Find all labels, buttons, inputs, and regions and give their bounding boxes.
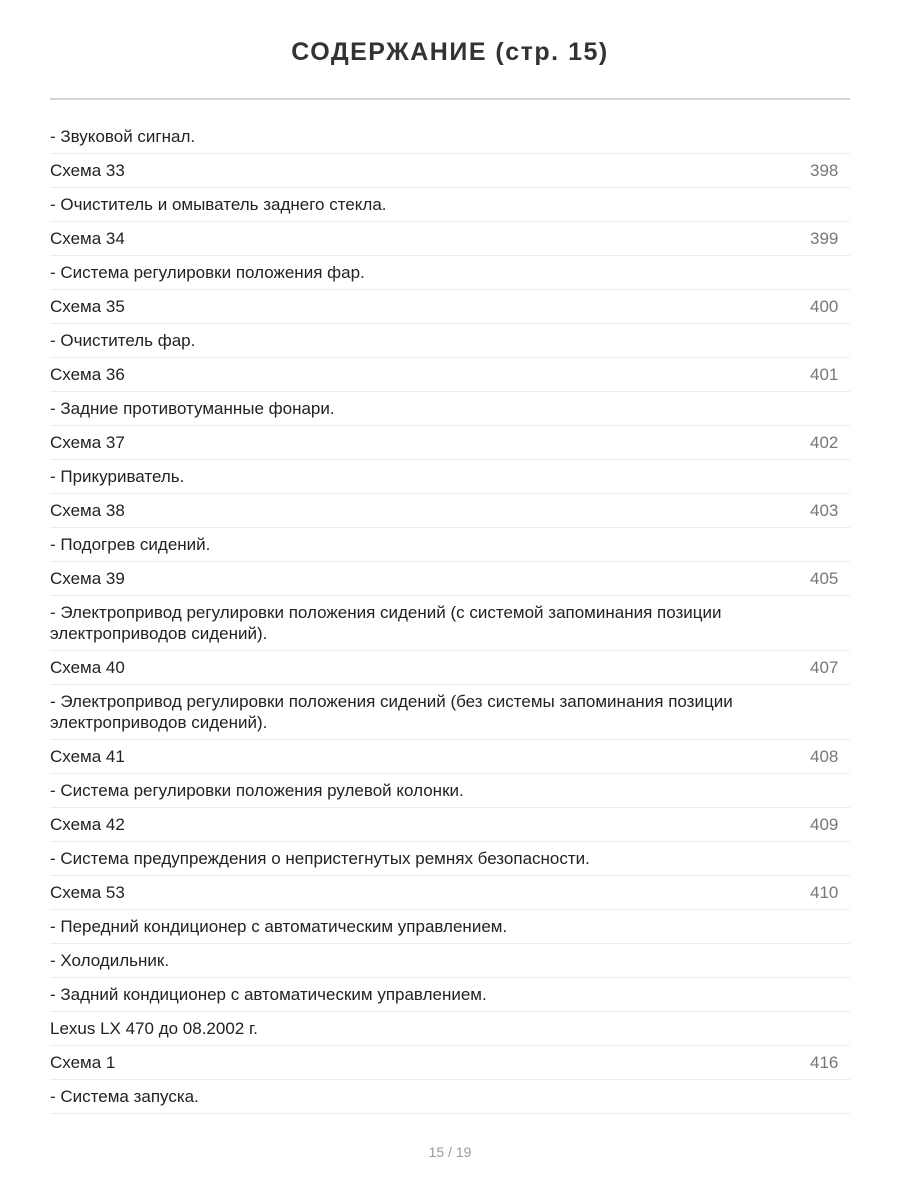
- toc-entry-page: 398: [810, 161, 839, 180]
- toc-row: [50, 256, 850, 290]
- toc-entry-page: 408: [810, 747, 839, 766]
- toc-entry-page: 409: [810, 815, 839, 834]
- toc-row: [50, 1080, 850, 1114]
- toc-row: [50, 1046, 850, 1080]
- toc-entry-label: - Система предупреждения о непристегнутых ремнях безопасности.: [50, 849, 590, 868]
- toc-row: [50, 392, 850, 426]
- toc-row: [50, 910, 850, 944]
- toc-row: [50, 1012, 850, 1046]
- toc-entry-label: Схема 34: [50, 229, 125, 248]
- toc-row: [50, 740, 850, 774]
- toc-row: [50, 596, 850, 651]
- toc-entry-label: - Система регулировки положения фар.: [50, 263, 365, 282]
- toc-row: [50, 651, 850, 685]
- toc-row: [50, 426, 850, 460]
- toc-row: [50, 774, 850, 808]
- toc-entry-label: - Система регулировки положения рулевой колонки.: [50, 781, 464, 800]
- toc-entry-label: - Подогрев сидений.: [50, 535, 211, 554]
- toc-entry-page: 405: [810, 569, 839, 588]
- toc-entry-label: Схема 38: [50, 501, 125, 520]
- toc-row: [50, 188, 850, 222]
- toc-entry-label: - Очиститель и омыватель заднего стекла.: [50, 195, 387, 214]
- toc-entry-label: Схема 37: [50, 433, 125, 452]
- toc-row: [50, 978, 850, 1012]
- toc-row: [50, 222, 850, 256]
- title-divider: [50, 98, 850, 100]
- page-title: СОДЕРЖАНИЕ (стр. 15): [291, 38, 609, 66]
- toc-row: [50, 685, 850, 740]
- toc-entry-page: 400: [810, 297, 839, 316]
- toc-entry-page: 401: [810, 365, 839, 384]
- toc-entry-label: Схема 40: [50, 658, 125, 677]
- toc-list: [50, 120, 850, 1114]
- toc-entry-label: - Электропривод регулировки положения сидений (без системы запоминания позиции электроприводов сидений).: [50, 692, 733, 732]
- toc-entry-label: Схема 53: [50, 883, 125, 902]
- toc-row: [50, 562, 850, 596]
- toc-entry-label: Схема 35: [50, 297, 125, 316]
- toc-entry-label: - Холодильник.: [50, 951, 170, 970]
- toc-row: [50, 528, 850, 562]
- toc-entry-label: - Система запуска.: [50, 1087, 199, 1106]
- toc-entry-page: 407: [810, 658, 839, 677]
- toc-entry-label: - Задние противотуманные фонари.: [50, 399, 335, 418]
- toc-row: [50, 944, 850, 978]
- page-indicator: 15 / 19: [428, 1144, 472, 1160]
- toc-entry-label: - Прикуриватель.: [50, 467, 185, 486]
- toc-row: [50, 494, 850, 528]
- toc-row: [50, 154, 850, 188]
- toc-entry-label: Схема 39: [50, 569, 125, 588]
- toc-entry-label: Схема 33: [50, 161, 125, 180]
- toc-entry-page: 416: [810, 1053, 839, 1072]
- toc-entry-page: 402: [810, 433, 839, 452]
- toc-entry-label: - Передний кондиционер с автоматическим управлением.: [50, 917, 508, 936]
- toc-row: [50, 324, 850, 358]
- toc-entry-label: Схема 36: [50, 365, 125, 384]
- toc-entry-page: 403: [810, 501, 839, 520]
- toc-entry-label: Схема 41: [50, 747, 125, 766]
- toc-entry-label: - Очиститель фар.: [50, 331, 196, 350]
- toc-row: [50, 876, 850, 910]
- toc-entry-label: Схема 42: [50, 815, 125, 834]
- toc-row: [50, 120, 850, 154]
- toc-entry-page: 399: [810, 229, 839, 248]
- toc-entry-page: 410: [810, 883, 839, 902]
- toc-row: [50, 460, 850, 494]
- toc-entry-label: - Задний кондиционер с автоматическим управлением.: [50, 985, 487, 1004]
- toc-entry-label: Схема 1: [50, 1053, 116, 1072]
- toc-entry-label: - Электропривод регулировки положения сидений (с системой запоминания позиции электроприводов сидений).: [50, 603, 722, 643]
- toc-row: [50, 290, 850, 324]
- toc-entry-label: - Звуковой сигнал.: [50, 127, 196, 146]
- toc-row: [50, 808, 850, 842]
- toc-row: [50, 358, 850, 392]
- toc-row: [50, 842, 850, 876]
- toc-entry-label: Lexus LX 470 до 08.2002 г.: [50, 1019, 258, 1038]
